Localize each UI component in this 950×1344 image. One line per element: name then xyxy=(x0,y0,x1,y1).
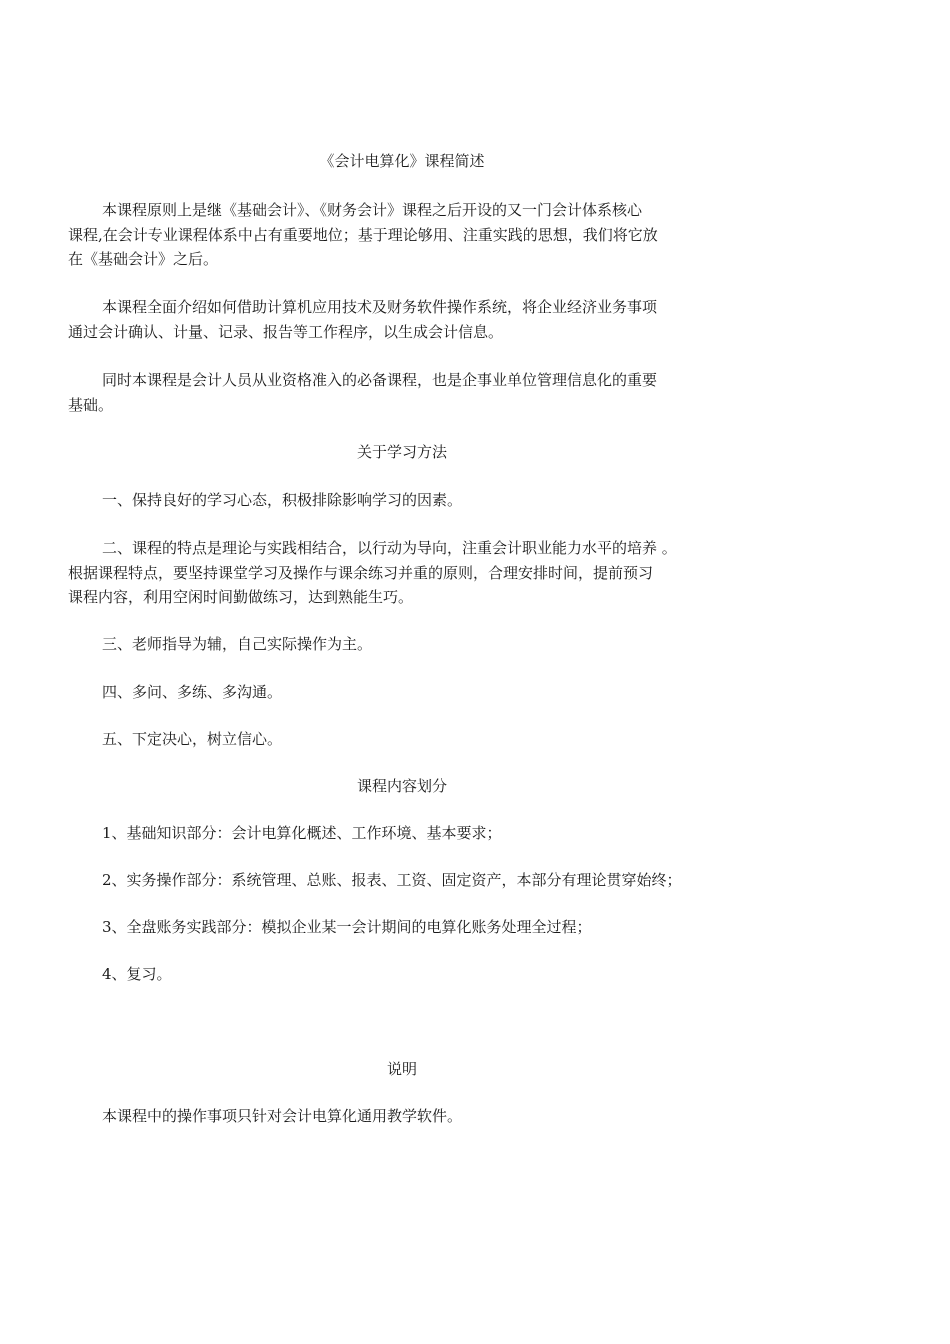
paragraph-line: 在《基础会计》之后。 xyxy=(68,250,219,268)
method-item-1 xyxy=(68,488,748,513)
method-item-3 xyxy=(68,632,748,657)
section-heading-content: 课程内容划分 xyxy=(356,777,447,795)
note-text xyxy=(68,1104,748,1129)
content-item-3 xyxy=(68,915,748,940)
intro-paragraph-2 xyxy=(68,295,748,344)
paragraph-line: 课程内容，利用空闲时间勤做练习，达到熟能生巧。 xyxy=(68,588,414,606)
paragraph-line: 本课程全面介绍如何借助计算机应用技术及财务软件操作系统，将企业经济业务事项 xyxy=(102,298,658,316)
section-heading-note: 说明 xyxy=(386,1060,417,1078)
method-item-5 xyxy=(68,727,748,752)
list-item: 2、实务操作部分：系统管理、总账、报表、工资、固定资产，本部分有理论贯穿始终； xyxy=(102,871,682,889)
paragraph-line: 本课程中的操作事项只针对会计电算化通用教学软件。 xyxy=(102,1107,463,1125)
list-item: 1、基础知识部分：会计电算化概述、工作环境、基本要求； xyxy=(102,824,502,842)
paragraph-line: 二、课程的特点是理论与实践相结合，以行动为导向，注重会计职业能力水平的培养 。 xyxy=(102,539,677,557)
paragraph-line: 同时本课程是会计人员从业资格准入的必备课程，也是企事业单位管理信息化的重要 xyxy=(102,371,658,389)
intro-paragraph-3 xyxy=(68,368,748,417)
paragraph-line: 基础。 xyxy=(68,395,114,414)
list-item: 一、保持良好的学习心态，积极排除影响学习的因素。 xyxy=(102,491,463,509)
method-item-4 xyxy=(68,680,748,705)
paragraph-line: 课程,在会计专业课程体系中占有重要地位；基于理论够用、注重实践的思想，我们将它放 xyxy=(68,225,658,244)
list-item: 3、全盘账务实践部分：模拟企业某一会计期间的电算化账务处理全过程； xyxy=(102,918,592,936)
list-item: 三、老师指导为辅，自己实际操作为主。 xyxy=(102,635,373,653)
intro-paragraph-1 xyxy=(68,198,748,272)
list-item: 四、多问、多练、多沟通。 xyxy=(102,683,283,701)
paragraph-line: 通过会计确认、计量、记录、报告等工作程序，以生成会计信息。 xyxy=(68,322,504,341)
list-item: 4、复习。 xyxy=(102,965,172,983)
section-heading-methods: 关于学习方法 xyxy=(356,443,447,461)
document-title: 《会计电算化》课程简述 xyxy=(319,152,485,170)
content-item-2 xyxy=(68,868,748,893)
paragraph-line: 根据课程特点，要坚持课堂学习及操作与课余练习并重的原则，合理安排时间，提前预习 xyxy=(68,563,654,582)
content-item-4 xyxy=(68,962,748,987)
content-item-1 xyxy=(68,821,748,846)
list-item: 五、下定决心，树立信心。 xyxy=(102,730,283,748)
method-item-2 xyxy=(68,536,748,610)
paragraph-line: 本课程原则上是继《基础会计》、《财务会计》课程之后开设的又一门会计体系核心 xyxy=(102,201,643,219)
